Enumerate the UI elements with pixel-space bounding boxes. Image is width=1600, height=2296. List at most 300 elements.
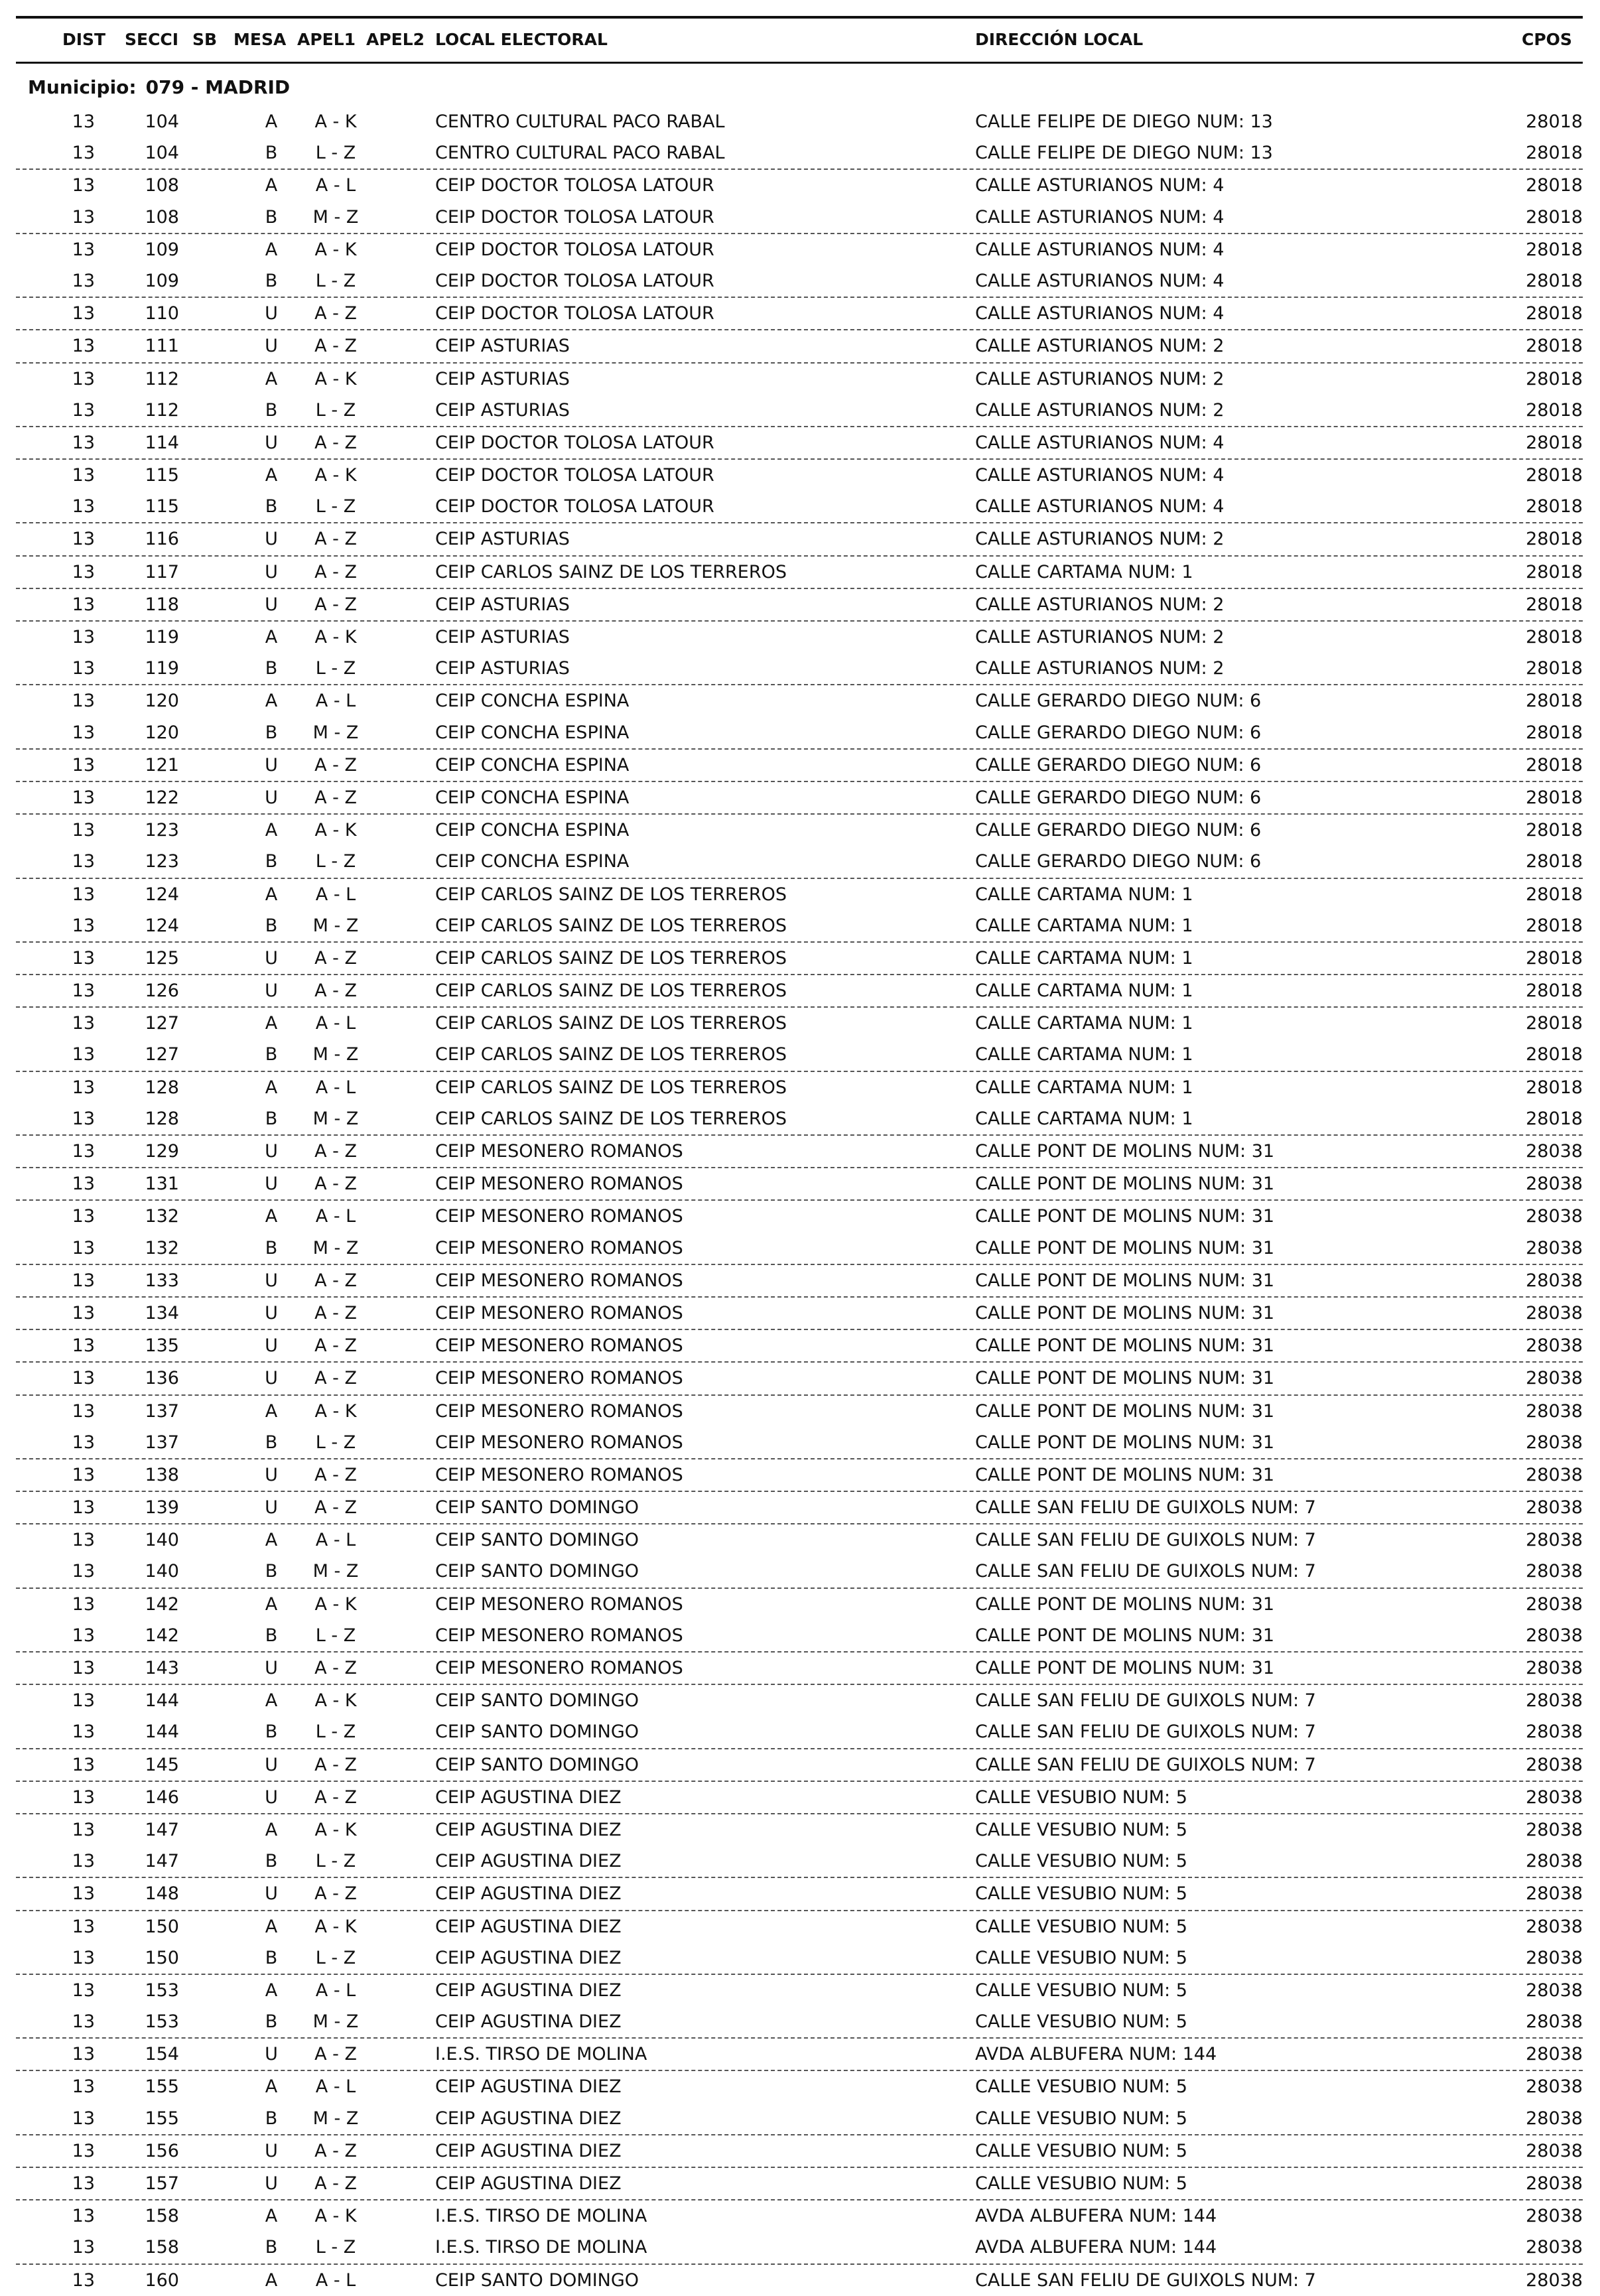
cell-dist: 13 — [72, 2237, 95, 2258]
cell-cpos: 28018 — [1526, 1077, 1583, 1098]
cell-apel1: L - Z — [315, 1625, 356, 1646]
cell-apel2 — [369, 717, 436, 748]
cell-dist: 13 — [72, 1947, 95, 1968]
table-row — [16, 1878, 1583, 1911]
cell-dist: 13 — [72, 2011, 95, 2033]
cell-local: CEIP ASTURIAS — [435, 399, 570, 421]
cell-local: CEIP CARLOS SAINZ DE LOS TERREROS — [435, 1108, 787, 1129]
cell-local: CENTRO CULTURAL PACO RABAL — [435, 111, 725, 132]
cell-apel2 — [369, 2232, 436, 2263]
header-cpos: CPOS — [1522, 30, 1572, 49]
cell-secci: 121 — [145, 754, 179, 776]
cell-secci: 137 — [145, 1432, 179, 1453]
cell-secci: 108 — [145, 206, 179, 228]
cell-apel2 — [369, 557, 436, 588]
cell-sb — [188, 1136, 222, 1167]
cell-dir: CALLE VESUBIO NUM: 5 — [975, 2173, 1187, 2194]
cell-mesa: B — [265, 1851, 278, 1872]
cell-secci: 150 — [145, 1947, 179, 1968]
cell-dist: 13 — [72, 1851, 95, 1872]
cell-cpos: 28018 — [1526, 206, 1583, 228]
cell-apel2 — [369, 1524, 436, 1556]
cell-cpos: 28038 — [1526, 1141, 1583, 1162]
cell-mesa: U — [265, 2173, 278, 2194]
cell-local: CEIP MESONERO ROMANOS — [435, 1658, 683, 1678]
cell-secci: 157 — [145, 2173, 179, 2194]
cell-dist: 13 — [72, 722, 95, 743]
cell-sb — [188, 202, 222, 233]
cell-dist: 13 — [72, 1432, 95, 1453]
cell-dir: CALLE CARTAMA NUM: 1 — [975, 1108, 1193, 1129]
cell-dist: 13 — [72, 691, 95, 712]
cell-dir: CALLE ASTURIANOS NUM: 4 — [975, 239, 1225, 260]
cell-sb — [188, 137, 222, 169]
cell-sb — [188, 1589, 222, 1620]
cell-dir: CALLE ASTURIANOS NUM: 2 — [975, 658, 1225, 679]
cell-cpos: 28018 — [1526, 561, 1583, 582]
cell-mesa: A — [265, 2076, 278, 2098]
cell-cpos: 28018 — [1526, 270, 1583, 291]
cell-sb — [188, 1524, 222, 1556]
cell-secci: 124 — [145, 915, 179, 936]
cell-apel2 — [369, 750, 436, 781]
municipio-value: 079 - MADRID — [145, 76, 291, 98]
cell-secci: 158 — [145, 2206, 179, 2227]
cell-cpos: 28038 — [1526, 1690, 1583, 1712]
cell-local: CEIP AGUSTINA DIEZ — [435, 1916, 622, 1937]
cell-sb — [188, 491, 222, 522]
cell-apel2 — [369, 1814, 436, 1846]
cell-apel2 — [369, 1556, 436, 1587]
cell-mesa: B — [265, 915, 278, 936]
cell-cpos: 28038 — [1526, 1561, 1583, 1582]
cell-mesa: U — [265, 1658, 278, 1678]
cell-local: CEIP AGUSTINA DIEZ — [435, 1883, 622, 1905]
cell-apel1: A - Z — [314, 1368, 357, 1389]
cell-mesa: A — [265, 465, 278, 486]
cell-cpos: 28038 — [1526, 1754, 1583, 1775]
cell-dir: CALLE ASTURIANOS NUM: 4 — [975, 270, 1225, 291]
cell-sb — [188, 879, 222, 910]
cell-cpos: 28018 — [1526, 627, 1583, 647]
cell-secci: 125 — [145, 947, 179, 969]
cell-secci: 160 — [145, 2269, 179, 2291]
cell-apel2 — [369, 1620, 436, 1651]
cell-dist: 13 — [72, 1980, 95, 2001]
cell-mesa: A — [265, 1916, 278, 1937]
cell-mesa: U — [265, 1754, 278, 1775]
cell-sb — [188, 1298, 222, 1329]
cell-local: CEIP SANTO DOMINGO — [435, 1561, 639, 1582]
cell-apel1: L - Z — [315, 1722, 356, 1743]
cell-cpos: 28038 — [1526, 1851, 1583, 1872]
cell-dir: CALLE VESUBIO NUM: 5 — [975, 1819, 1187, 1840]
cell-apel1: L - Z — [315, 1432, 356, 1453]
cell-mesa: B — [265, 2108, 278, 2129]
cell-dir: CALLE GERARDO DIEGO NUM: 6 — [975, 820, 1262, 841]
cell-apel2 — [369, 1039, 436, 1070]
cell-sb — [188, 298, 222, 329]
cell-apel1: A - L — [315, 884, 356, 905]
cell-dist: 13 — [72, 1270, 95, 1291]
cell-mesa: U — [265, 1141, 278, 1162]
cell-cpos: 28038 — [1526, 1593, 1583, 1615]
table-row — [16, 750, 1583, 782]
table-row — [16, 1749, 1583, 1782]
cell-local: CEIP CONCHA ESPINA — [435, 754, 630, 776]
cell-dist: 13 — [72, 658, 95, 679]
cell-local: CEIP AGUSTINA DIEZ — [435, 1980, 622, 2001]
table-row — [16, 2200, 1583, 2232]
cell-mesa: U — [265, 2140, 278, 2161]
cell-apel1: A - L — [315, 1206, 356, 1227]
cell-apel2 — [369, 1653, 436, 1684]
cell-apel1: A - Z — [314, 1754, 357, 1775]
cell-sb — [188, 589, 222, 620]
table-row — [16, 1168, 1583, 1201]
cell-dir: CALLE PONT DE MOLINS NUM: 31 — [975, 1593, 1275, 1615]
cell-secci: 156 — [145, 2140, 179, 2161]
cell-dir: CALLE ASTURIANOS NUM: 2 — [975, 399, 1225, 421]
cell-apel1: A - Z — [314, 1464, 357, 1485]
cell-sb — [188, 1716, 222, 1747]
cell-mesa: U — [265, 529, 278, 550]
header-direccion: DIRECCIÓN LOCAL — [975, 30, 1144, 49]
cell-apel1: A - K — [314, 239, 357, 260]
cell-dist: 13 — [72, 111, 95, 132]
cell-local: CEIP MESONERO ROMANOS — [435, 1302, 683, 1323]
cell-cpos: 28018 — [1526, 1044, 1583, 1065]
cell-dir: CALLE VESUBIO NUM: 5 — [975, 1980, 1187, 2001]
cell-local: CEIP AGUSTINA DIEZ — [435, 1947, 622, 1968]
cell-sb — [188, 523, 222, 555]
cell-apel2 — [369, 1911, 436, 1942]
cell-apel2 — [369, 106, 436, 137]
cell-cpos: 28018 — [1526, 915, 1583, 936]
cell-local: I.E.S. TIRSO DE MOLINA — [435, 2206, 647, 2227]
cell-local: CEIP ASTURIAS — [435, 336, 570, 357]
cell-secci: 133 — [145, 1270, 179, 1291]
cell-apel2 — [369, 2200, 436, 2232]
cell-apel1: M - Z — [312, 1237, 359, 1258]
cell-dir: CALLE ASTURIANOS NUM: 4 — [975, 303, 1225, 324]
table-row — [16, 364, 1583, 395]
cell-apel1: A - K — [314, 627, 357, 647]
cell-dist: 13 — [72, 1916, 95, 1937]
cell-apel2 — [369, 1975, 436, 2006]
cell-apel2 — [369, 202, 436, 233]
cell-dir: CALLE VESUBIO NUM: 5 — [975, 1947, 1187, 1968]
cell-mesa: A — [265, 1593, 278, 1615]
cell-secci: 110 — [145, 303, 179, 324]
cell-apel2 — [369, 1716, 436, 1747]
table-row — [16, 2135, 1583, 2168]
cell-apel1: L - Z — [315, 851, 356, 872]
cell-dist: 13 — [72, 1819, 95, 1840]
cell-dir: CALLE CARTAMA NUM: 1 — [975, 947, 1193, 969]
cell-apel2 — [369, 1749, 436, 1781]
cell-apel1: A - Z — [314, 432, 357, 453]
cell-local: CEIP SANTO DOMINGO — [435, 1722, 639, 1743]
cell-dist: 13 — [72, 143, 95, 164]
cell-local: CEIP MESONERO ROMANOS — [435, 1206, 683, 1227]
cell-apel1: A - K — [314, 1819, 357, 1840]
cell-sb — [188, 170, 222, 201]
cell-local: CEIP AGUSTINA DIEZ — [435, 2108, 622, 2129]
cell-secci: 122 — [145, 787, 179, 808]
table-row — [16, 1782, 1583, 1814]
table-row — [16, 234, 1583, 265]
cell-dist: 13 — [72, 754, 95, 776]
cell-dist: 13 — [72, 2108, 95, 2129]
cell-apel1: A - K — [314, 368, 357, 389]
cell-local: CEIP MESONERO ROMANOS — [435, 1174, 683, 1195]
table-row — [16, 2071, 1583, 2102]
cell-cpos: 28038 — [1526, 2044, 1583, 2065]
cell-secci: 124 — [145, 884, 179, 905]
cell-apel2 — [369, 653, 436, 684]
cell-local: CEIP ASTURIAS — [435, 658, 570, 679]
cell-apel2 — [369, 298, 436, 329]
cell-mesa: A — [265, 1206, 278, 1227]
cell-dist: 13 — [72, 1497, 95, 1519]
cell-sb — [188, 750, 222, 781]
cell-mesa: U — [265, 980, 278, 1002]
cell-local: CEIP DOCTOR TOLOSA LATOUR — [435, 239, 714, 260]
cell-mesa: B — [265, 1561, 278, 1582]
cell-dir: CALLE PONT DE MOLINS NUM: 31 — [975, 1141, 1275, 1162]
cell-local: CEIP CARLOS SAINZ DE LOS TERREROS — [435, 915, 787, 936]
cell-sb — [188, 1911, 222, 1942]
cell-local: CEIP DOCTOR TOLOSA LATOUR — [435, 206, 714, 228]
table-row — [16, 2168, 1583, 2200]
cell-apel1: A - Z — [314, 980, 357, 1002]
cell-cpos: 28018 — [1526, 691, 1583, 712]
cell-secci: 140 — [145, 1530, 179, 1551]
cell-apel1: A - Z — [314, 1883, 357, 1905]
cell-apel2 — [369, 1233, 436, 1264]
cell-apel2 — [369, 1685, 436, 1716]
cell-cpos: 28038 — [1526, 1980, 1583, 2001]
table-row — [16, 943, 1583, 975]
cell-mesa: A — [265, 820, 278, 841]
cell-dist: 13 — [72, 465, 95, 486]
cell-dir: CALLE PONT DE MOLINS NUM: 31 — [975, 1658, 1275, 1678]
table-row — [16, 1008, 1583, 1039]
cell-local: CEIP CARLOS SAINZ DE LOS TERREROS — [435, 1044, 787, 1065]
cell-dist: 13 — [72, 1141, 95, 1162]
cell-cpos: 28018 — [1526, 787, 1583, 808]
cell-dir: CALLE SAN FELIU DE GUIXOLS NUM: 7 — [975, 1561, 1316, 1582]
cell-cpos: 28038 — [1526, 1237, 1583, 1258]
cell-local: CEIP AGUSTINA DIEZ — [435, 2173, 622, 2194]
cell-apel1: A - Z — [314, 2140, 357, 2161]
table-row — [16, 1716, 1583, 1749]
table-row — [16, 557, 1583, 589]
cell-apel1: L - Z — [315, 399, 356, 421]
cell-dir: CALLE ASTURIANOS NUM: 4 — [975, 465, 1225, 486]
cell-dir: CALLE GERARDO DIEGO NUM: 6 — [975, 787, 1262, 808]
cell-apel2 — [369, 1782, 436, 1813]
table-row — [16, 653, 1583, 685]
cell-sb — [188, 2006, 222, 2037]
cell-sb — [188, 1265, 222, 1296]
cell-secci: 144 — [145, 1722, 179, 1743]
cell-secci: 128 — [145, 1077, 179, 1098]
cell-dir: CALLE ASTURIANOS NUM: 4 — [975, 432, 1225, 453]
cell-secci: 115 — [145, 465, 179, 486]
cell-apel2 — [369, 2265, 436, 2296]
table-row — [16, 1072, 1583, 1103]
cell-apel1: A - Z — [314, 336, 357, 357]
cell-mesa: U — [265, 947, 278, 969]
table-row — [16, 202, 1583, 234]
cell-sb — [188, 1039, 222, 1070]
cell-apel2 — [369, 523, 436, 555]
cell-apel2 — [369, 622, 436, 653]
table-row — [16, 975, 1583, 1008]
cell-sb — [188, 557, 222, 588]
cell-dist: 13 — [72, 2206, 95, 2227]
cell-dir: CALLE VESUBIO NUM: 5 — [975, 2140, 1187, 2161]
cell-cpos: 28018 — [1526, 143, 1583, 164]
cell-dist: 13 — [72, 947, 95, 969]
cell-local: CEIP CARLOS SAINZ DE LOS TERREROS — [435, 1013, 787, 1034]
cell-local: CEIP CONCHA ESPINA — [435, 851, 630, 872]
cell-sb — [188, 1556, 222, 1587]
cell-sb — [188, 1168, 222, 1199]
cell-cpos: 28038 — [1526, 2206, 1583, 2227]
cell-secci: 109 — [145, 239, 179, 260]
cell-cpos: 28038 — [1526, 2140, 1583, 2161]
cell-apel2 — [369, 2039, 436, 2070]
cell-dir: CALLE PONT DE MOLINS NUM: 31 — [975, 1625, 1275, 1646]
cell-sb — [188, 234, 222, 265]
cell-cpos: 28018 — [1526, 754, 1583, 776]
cell-sb — [188, 1749, 222, 1781]
cell-dir: CALLE PONT DE MOLINS NUM: 31 — [975, 1335, 1275, 1357]
cell-sb — [188, 1782, 222, 1813]
cell-mesa: B — [265, 1044, 278, 1065]
cell-apel1: A - L — [315, 2269, 356, 2291]
cell-cpos: 28038 — [1526, 1530, 1583, 1551]
cell-mesa: A — [265, 884, 278, 905]
cell-secci: 119 — [145, 658, 179, 679]
cell-dir: CALLE ASTURIANOS NUM: 4 — [975, 496, 1225, 517]
cell-mesa: B — [265, 2011, 278, 2033]
table-row — [16, 1330, 1583, 1363]
cell-apel1: L - Z — [315, 270, 356, 291]
cell-secci: 142 — [145, 1625, 179, 1646]
cell-apel1: M - Z — [312, 206, 359, 228]
cell-local: CEIP SANTO DOMINGO — [435, 1497, 639, 1519]
table-row — [16, 685, 1583, 716]
cell-mesa: A — [265, 691, 278, 712]
cell-dir: CALLE VESUBIO NUM: 5 — [975, 2108, 1187, 2129]
cell-apel1: A - Z — [314, 1302, 357, 1323]
cell-mesa: A — [265, 1400, 278, 1422]
cell-secci: 138 — [145, 1464, 179, 1485]
cell-apel1: A - K — [314, 1690, 357, 1712]
cell-cpos: 28018 — [1526, 111, 1583, 132]
cell-cpos: 28018 — [1526, 980, 1583, 1002]
cell-sb — [188, 395, 222, 426]
header-secci: SECCI — [125, 30, 179, 49]
cell-apel1: M - Z — [312, 1108, 359, 1129]
cell-local: CEIP AGUSTINA DIEZ — [435, 1851, 622, 1872]
cell-sb — [188, 2265, 222, 2296]
cell-apel2 — [369, 2006, 436, 2037]
cell-sb — [188, 1233, 222, 1264]
cell-local: CEIP MESONERO ROMANOS — [435, 1368, 683, 1389]
cell-secci: 126 — [145, 980, 179, 1002]
table-row — [16, 1620, 1583, 1653]
cell-apel1: A - K — [314, 1400, 357, 1422]
cell-mesa: U — [265, 1368, 278, 1389]
cell-apel1: A - K — [314, 465, 357, 486]
cell-sb — [188, 2103, 222, 2134]
cell-dist: 13 — [72, 206, 95, 228]
cell-cpos: 28018 — [1526, 465, 1583, 486]
cell-local: CEIP CARLOS SAINZ DE LOS TERREROS — [435, 947, 787, 969]
table-row — [16, 1653, 1583, 1685]
table-row — [16, 1589, 1583, 1620]
table-row — [16, 2265, 1583, 2296]
cell-secci: 127 — [145, 1013, 179, 1034]
cell-dist: 13 — [72, 2044, 95, 2065]
cell-local: CEIP MESONERO ROMANOS — [435, 1625, 683, 1646]
cell-cpos: 28018 — [1526, 594, 1583, 615]
cell-mesa: A — [265, 627, 278, 647]
header-local: LOCAL ELECTORAL — [435, 30, 608, 49]
cell-cpos: 28038 — [1526, 1819, 1583, 1840]
cell-dir: CALLE ASTURIANOS NUM: 2 — [975, 594, 1225, 615]
cell-sb — [188, 1072, 222, 1103]
cell-mesa: A — [265, 1077, 278, 1098]
cell-local: CEIP AGUSTINA DIEZ — [435, 2140, 622, 2161]
cell-apel1: M - Z — [312, 1561, 359, 1582]
cell-secci: 142 — [145, 1593, 179, 1615]
cell-apel1: L - Z — [315, 2237, 356, 2258]
cell-sb — [188, 1878, 222, 1909]
table-row — [16, 1814, 1583, 1846]
cell-secci: 153 — [145, 1980, 179, 2001]
cell-local: CEIP MESONERO ROMANOS — [435, 1593, 683, 1615]
table-row — [16, 1846, 1583, 1878]
cell-dist: 13 — [72, 399, 95, 421]
table-row — [16, 1396, 1583, 1427]
cell-secci: 108 — [145, 175, 179, 196]
cell-mesa: U — [265, 1270, 278, 1291]
cell-dist: 13 — [72, 432, 95, 453]
cell-apel1: A - K — [314, 820, 357, 841]
cell-local: CEIP DOCTOR TOLOSA LATOUR — [435, 175, 714, 196]
cell-cpos: 28038 — [1526, 1916, 1583, 1937]
cell-cpos: 28018 — [1526, 851, 1583, 872]
cell-sb — [188, 1975, 222, 2006]
cell-dir: CALLE SAN FELIU DE GUIXOLS NUM: 7 — [975, 1722, 1316, 1743]
cell-dir: CALLE SAN FELIU DE GUIXOLS NUM: 7 — [975, 1497, 1316, 1519]
cell-dist: 13 — [72, 1722, 95, 1743]
table-row — [16, 1039, 1583, 1071]
cell-secci: 153 — [145, 2011, 179, 2033]
cell-cpos: 28038 — [1526, 1302, 1583, 1323]
table-row — [16, 460, 1583, 491]
cell-apel2 — [369, 1072, 436, 1103]
cell-apel1: A - Z — [314, 561, 357, 582]
cell-apel2 — [369, 1363, 436, 1394]
cell-dist: 13 — [72, 1335, 95, 1357]
